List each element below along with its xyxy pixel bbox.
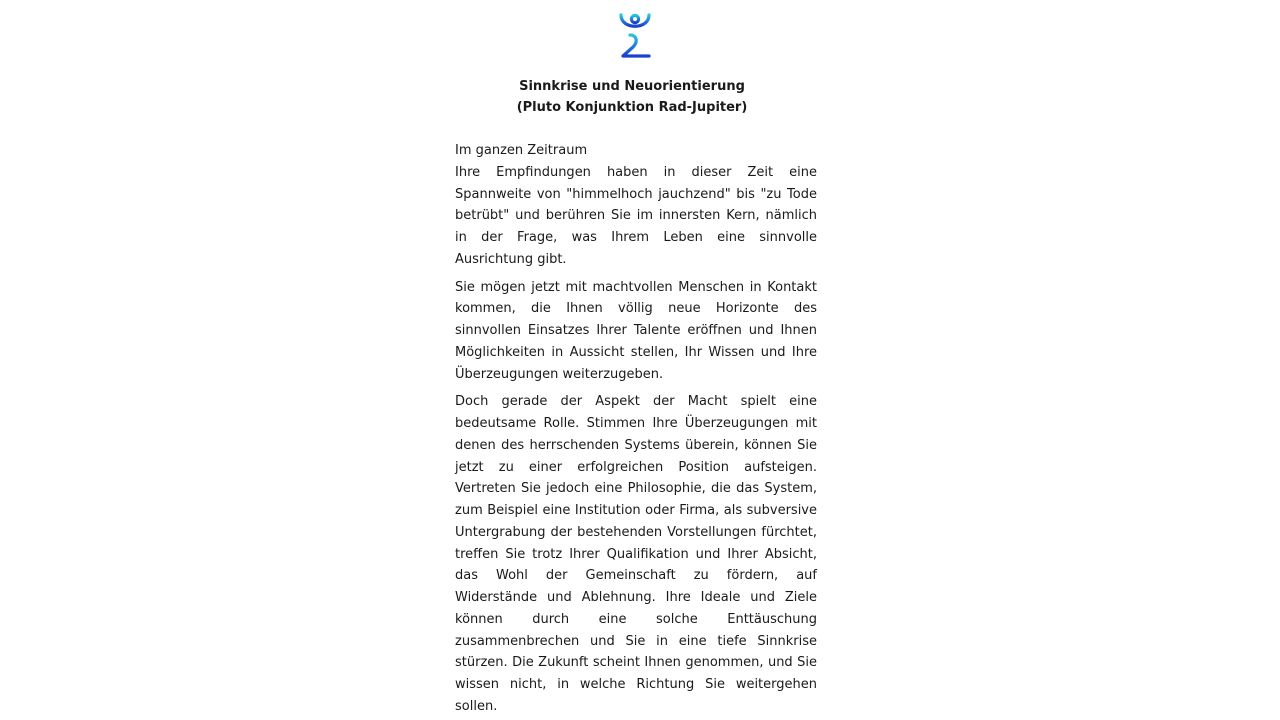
title-line-1: Sinnkrise und Neuorientierung: [519, 79, 745, 94]
pluto-jupiter-symbol-icon: [612, 10, 658, 76]
paragraph: Ihre Empfindungen haben in dieser Zeit eine Spannweite von "himmelhoch jauchzend" bis "zu Tode betrübt" und berühren Sie im innersten Kern, nämlich in der Frage, was Ihrem Leben eine sinnvolle Ausrichtung gibt.: [455, 164, 817, 267]
document-title: [440, 76, 824, 118]
document-body: [455, 140, 817, 720]
paragraph: Sie mögen jetzt mit machtvollen Menschen in Kontakt kommen, die Ihnen völlig neue Horizonte des sinnvollen Einsatzes Ihrer Talente eröffnen und Ihnen Möglichkeiten in Aussicht stellen, Ihr Wissen und Ihre Überzeugungen weiterzugeben.: [455, 279, 817, 382]
paragraph: Doch gerade der Aspekt der Macht spielt eine bedeutsame Rolle. Stimmen Ihre Überzeugungen mit denen des herrschenden Systems überein, können Sie jetzt zu einer erfolgreichen Position aufsteigen. Vertreten Sie jedoch eine Philosophie, die das System, zum Beispiel eine Institution oder Firma, als subversive Untergrabung der bestehenden Vorstellungen fürchtet, treffen Sie trotz Ihrer Qualifikation und Ihrer Absicht, das Wohl der Gemeinschaft zu fördern, auf Widerstände und Ablehnung. Ihre Ideale und Ziele können durch eine solche Enttäuschung zusammenbrechen und Sie in eine tiefe Sinnkrise stürzen. Die Zukunft scheint Ihnen genommen, und Sie wissen nicht, in welche Richtung Sie weitergehen sollen.: [455, 394, 817, 714]
section-label: Im ganzen Zeitraum: [455, 143, 588, 158]
title-line-2: (Pluto Konjunktion Rad-Jupiter): [516, 100, 748, 115]
